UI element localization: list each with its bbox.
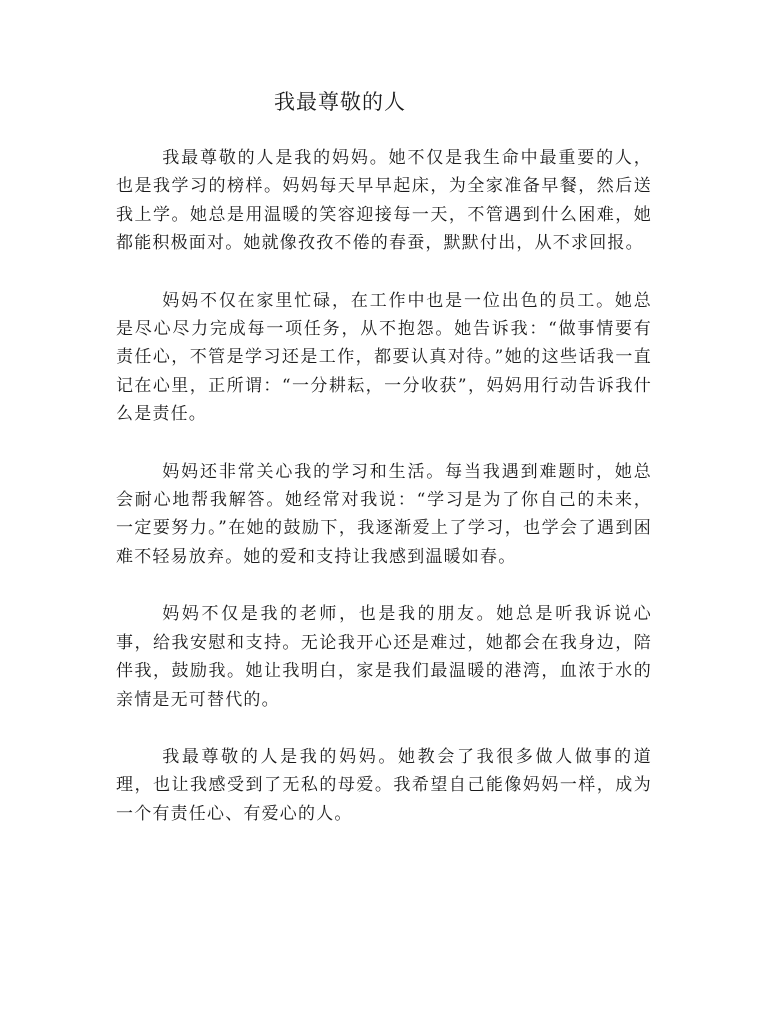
essay-title: 我最尊敬的人 [274, 90, 406, 114]
paragraph-5: 我最尊敬的人是我的妈妈。她教会了我很多做人做事的道理，也让我感受到了无私的母爱。我希望自己能像妈妈一样，成为一个有责任心、有爱心的人。 [116, 746, 652, 824]
paragraph-2: 妈妈不仅在家里忙碌，在工作中也是一位出色的员工。她总是尽心尽力完成每一项任务，从不抱怨。她告诉我：“做事情要有责任心，不管是学习还是工作，都要认真对待。”她的这些话我一直记在心里，正所谓：“一分耕耘，一分收获”，妈妈用行动告诉我什么是责任。 [116, 290, 652, 425]
paragraph-1: 我最尊敬的人是我的妈妈。她不仅是我生命中最重要的人，也是我学习的榜样。妈妈每天早早起床，为全家准备早餐，然后送我上学。她总是用温暖的笑容迎接每一天，不管遇到什么困难，她都能积极面对。她就像孜孜不倦的春蚕，默默付出，从不求回报。 [116, 148, 652, 254]
essay-body [116, 144, 652, 857]
paragraph-3: 妈妈还非常关心我的学习和生活。每当我遇到难题时，她总会耐心地帮我解答。她经常对我说：“学习是为了你自己的未来，一定要努力。”在她的鼓励下，我逐渐爱上了学习，也学会了遇到困难不轻易放弃。她的爱和支持让我感到温暖如春。 [116, 461, 652, 567]
paragraph-4: 妈妈不仅是我的老师，也是我的朋友。她总是听我诉说心事，给我安慰和支持。无论我开心还是难过，她都会在我身边，陪伴我，鼓励我。她让我明白，家是我们最温暖的港湾，血浓于水的亲情是无可替代的。 [116, 604, 652, 710]
